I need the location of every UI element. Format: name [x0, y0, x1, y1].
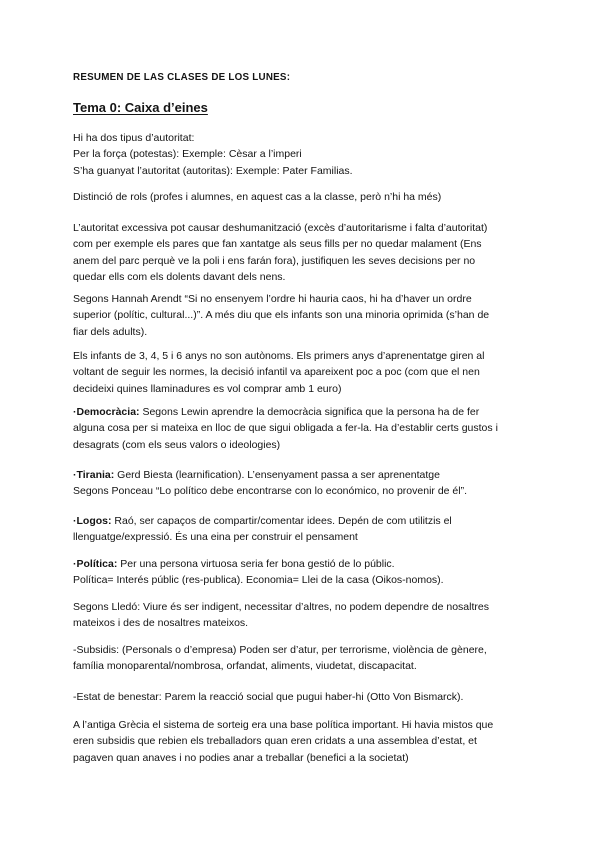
paragraph-line: Els infants de 3, 4, 5 i 6 anys no son autònoms. Els primers anys d’aprenentatge giren al	[73, 349, 485, 362]
paragraph-line: alguna cosa per si mateixa en lloc de que sigui obligada a fer-la. Ha d’establir certs gustos i	[73, 422, 498, 435]
paragraph-line: decideixi quines llaminadures es vol comprar amb 1 euro)	[73, 382, 342, 395]
section-heading: Tema 0: Caixa d’eines	[73, 100, 208, 115]
paragraph-line: superior (polític, cultural...)”. A més diu que els infants son una minoria oprimida (s’han de	[73, 309, 490, 322]
paragraph-line: família monoparental/nombrosa, orfandat, aliments, viudetat, discapacitat.	[73, 660, 417, 673]
paragraph-line: -Subsidis: (Personals o d’empresa) Poden ser d’atur, per terrorisme, violència de gènere,	[73, 643, 487, 656]
paragraph-text: Segons Lewin aprendre la democràcia significa que la persona ha de fer	[142, 405, 480, 418]
paragraph-authority-types	[73, 130, 543, 180]
paragraph-line: com per exemple els pares que fan xantatge als seus fills per no quedar malament (Ens	[73, 238, 482, 251]
paragraph-line	[73, 556, 543, 573]
paragraph-line: pagaven quan anaves i no podies anar a treballar (benefici a la societat)	[73, 751, 409, 764]
paragraph-line: Hi ha dos tipus d’autoritat:	[73, 131, 195, 144]
paragraph-line: Segons Ponceau “Lo político debe encontrarse con lo económico, no provenir de él”.	[73, 485, 467, 498]
paragraph-line: quedar ells com els dolents davant dels nens.	[73, 271, 286, 284]
document-title: RESUMEN DE LAS CLASES DE LOS LUNES:	[73, 72, 291, 83]
term-label: ·Logos:	[73, 514, 112, 527]
paragraph-line: Segons Lledó: Viure és ser indigent, necessitar d’altres, no podem dependre de nosaltres	[73, 600, 489, 613]
paragraph-line	[73, 404, 543, 421]
paragraph-line: Segons Hannah Arendt “Si no ensenyem l’ordre hi hauria caos, hi ha d’haver un ordre	[73, 292, 472, 305]
term-label: ·Política:	[73, 557, 118, 570]
paragraph-line: A l’antiga Grècia el sistema de sorteig era una base política important. Hi havia mistos que	[73, 718, 494, 731]
paragraph-politica	[73, 556, 543, 589]
paragraph-line	[73, 467, 543, 484]
paragraph-line	[73, 513, 543, 530]
paragraph-lledo	[73, 599, 543, 632]
paragraph-line: Política= Interés públic (res-publica). Economia= Llei de la casa (Oikos-nomos).	[73, 574, 444, 587]
paragraph-line: fiar dels adults).	[73, 325, 148, 338]
paragraph-children-autonomy	[73, 348, 543, 398]
paragraph-roles	[73, 189, 543, 206]
paragraph-text: Raó, ser capaços de compartir/comentar idees. Depén de com utilitzis el	[114, 514, 452, 527]
paragraph-line: mateixos i des de nosaltres mateixos.	[73, 617, 249, 630]
paragraph-democracia	[73, 404, 543, 454]
paragraph-text: Per una persona virtuosa seria fer bona gestió de lo públic.	[120, 557, 395, 570]
paragraph-line: voltant de seguir les normes, la decisió infantil va apareixent poc a poc (com que el nen	[73, 366, 480, 379]
paragraph-subsidis	[73, 642, 543, 675]
paragraph-estat-benestar	[73, 689, 543, 706]
paragraph-line: eren subsidis que rebien els treballadors quan eren cridats a una assemblea d’estat, et	[73, 735, 477, 748]
paragraph-excessive-authority	[73, 220, 543, 286]
paragraph-text: Gerd Biesta (learnification). L’ensenyament passa a ser aprenentatge	[117, 468, 440, 481]
paragraph-line: S’ha guanyat l’autoritat (autoritas): Exemple: Pater Familias.	[73, 164, 353, 177]
paragraph-line: Distinció de rols (profes i alumnes, en aquest cas a la classe, però n’hi ha més)	[73, 190, 442, 203]
term-label: ·Democràcia:	[73, 405, 140, 418]
paragraph-tirania	[73, 467, 543, 500]
paragraph-line: llenguatge/expressió. És una eina per construir el pensament	[73, 531, 358, 544]
paragraph-line: anem del parc perquè ve la poli i ens farán fora), justifiquen les seves decisions per no	[73, 254, 476, 267]
paragraph-antiga-grecia	[73, 717, 543, 767]
paragraph-logos	[73, 513, 543, 546]
paragraph-line: Per la força (potestas): Exemple: Cèsar a l’imperi	[73, 148, 302, 161]
paragraph-line: -Estat de benestar: Parem la reacció social que pugui haber-hi (Otto Von Bismarck).	[73, 690, 464, 703]
paragraph-arendt	[73, 291, 543, 341]
paragraph-line: desagrats (com els seus valors o ideologies)	[73, 438, 281, 451]
paragraph-line: L’autoritat excessiva pot causar deshumanització (excès d’autoritarisme i falta d’autoritat)	[73, 221, 488, 234]
term-label: ·Tirania:	[73, 468, 115, 481]
